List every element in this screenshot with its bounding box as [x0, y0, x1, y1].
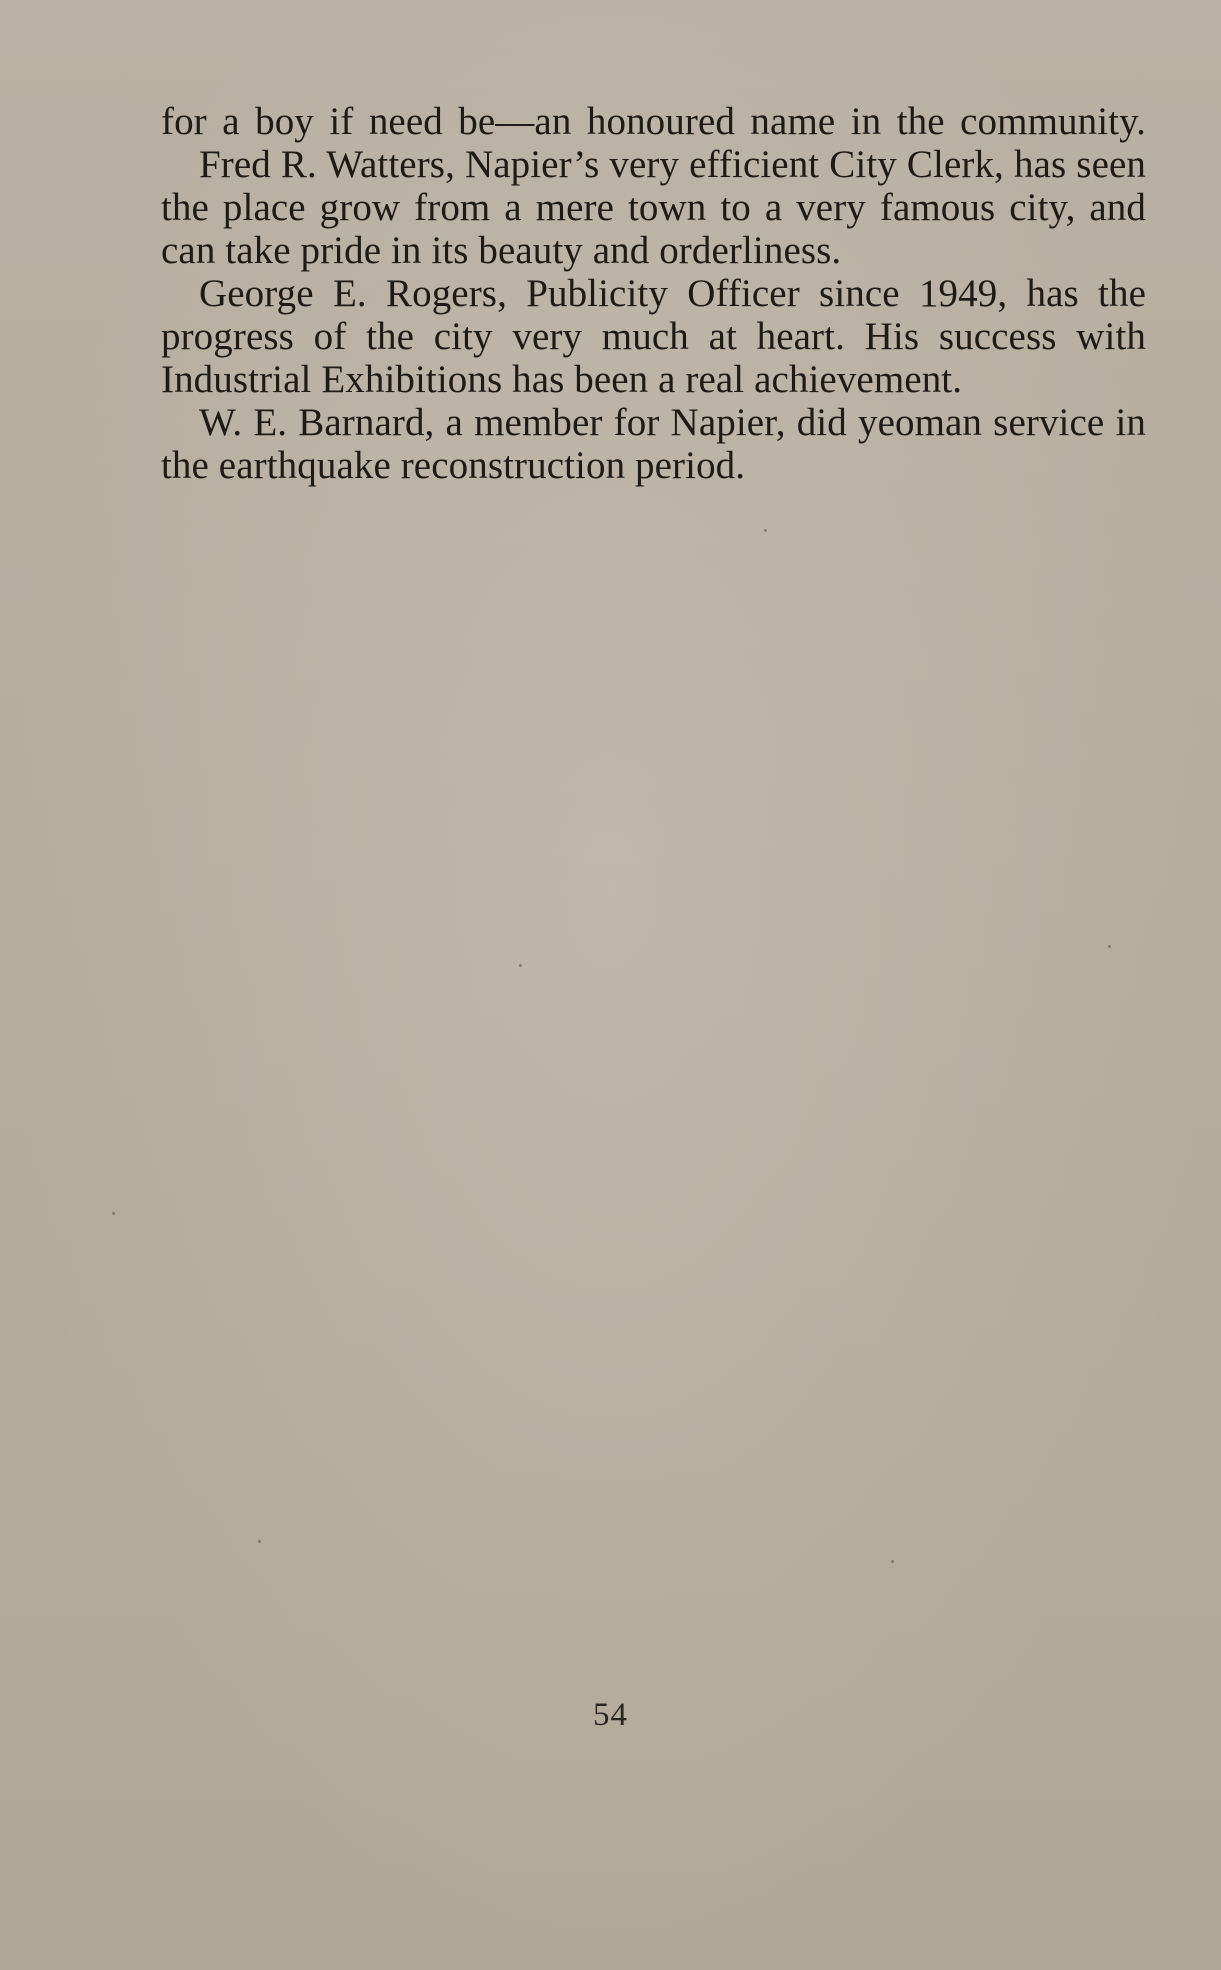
paper-speck	[258, 1540, 261, 1543]
paragraph-continuation: for a boy if need be—an honoured name in the community.	[161, 100, 1146, 143]
paragraph-barnard: W. E. Barnard, a member for Napier, did yeoman service in the earthquake reconstruction period.	[161, 401, 1146, 487]
paper-speck	[112, 1212, 115, 1215]
page-number: 54	[593, 1697, 628, 1733]
body-text	[161, 100, 1146, 487]
paper-speck	[519, 964, 522, 967]
paragraph-watters: Fred R. Watters, Napier’s very efficient City Clerk, has seen the place grow from a mere town to a very famous city, and can take pride in its beauty and orderliness.	[161, 143, 1146, 272]
paper-speck	[1108, 945, 1111, 948]
paragraph-rogers: George E. Rogers, Publicity Officer since 1949, has the progress of the city very much at heart. His success with Industrial Exhibitions has been a real achievement.	[161, 272, 1146, 401]
paper-speck	[891, 1560, 894, 1563]
paper-speck	[764, 529, 767, 532]
